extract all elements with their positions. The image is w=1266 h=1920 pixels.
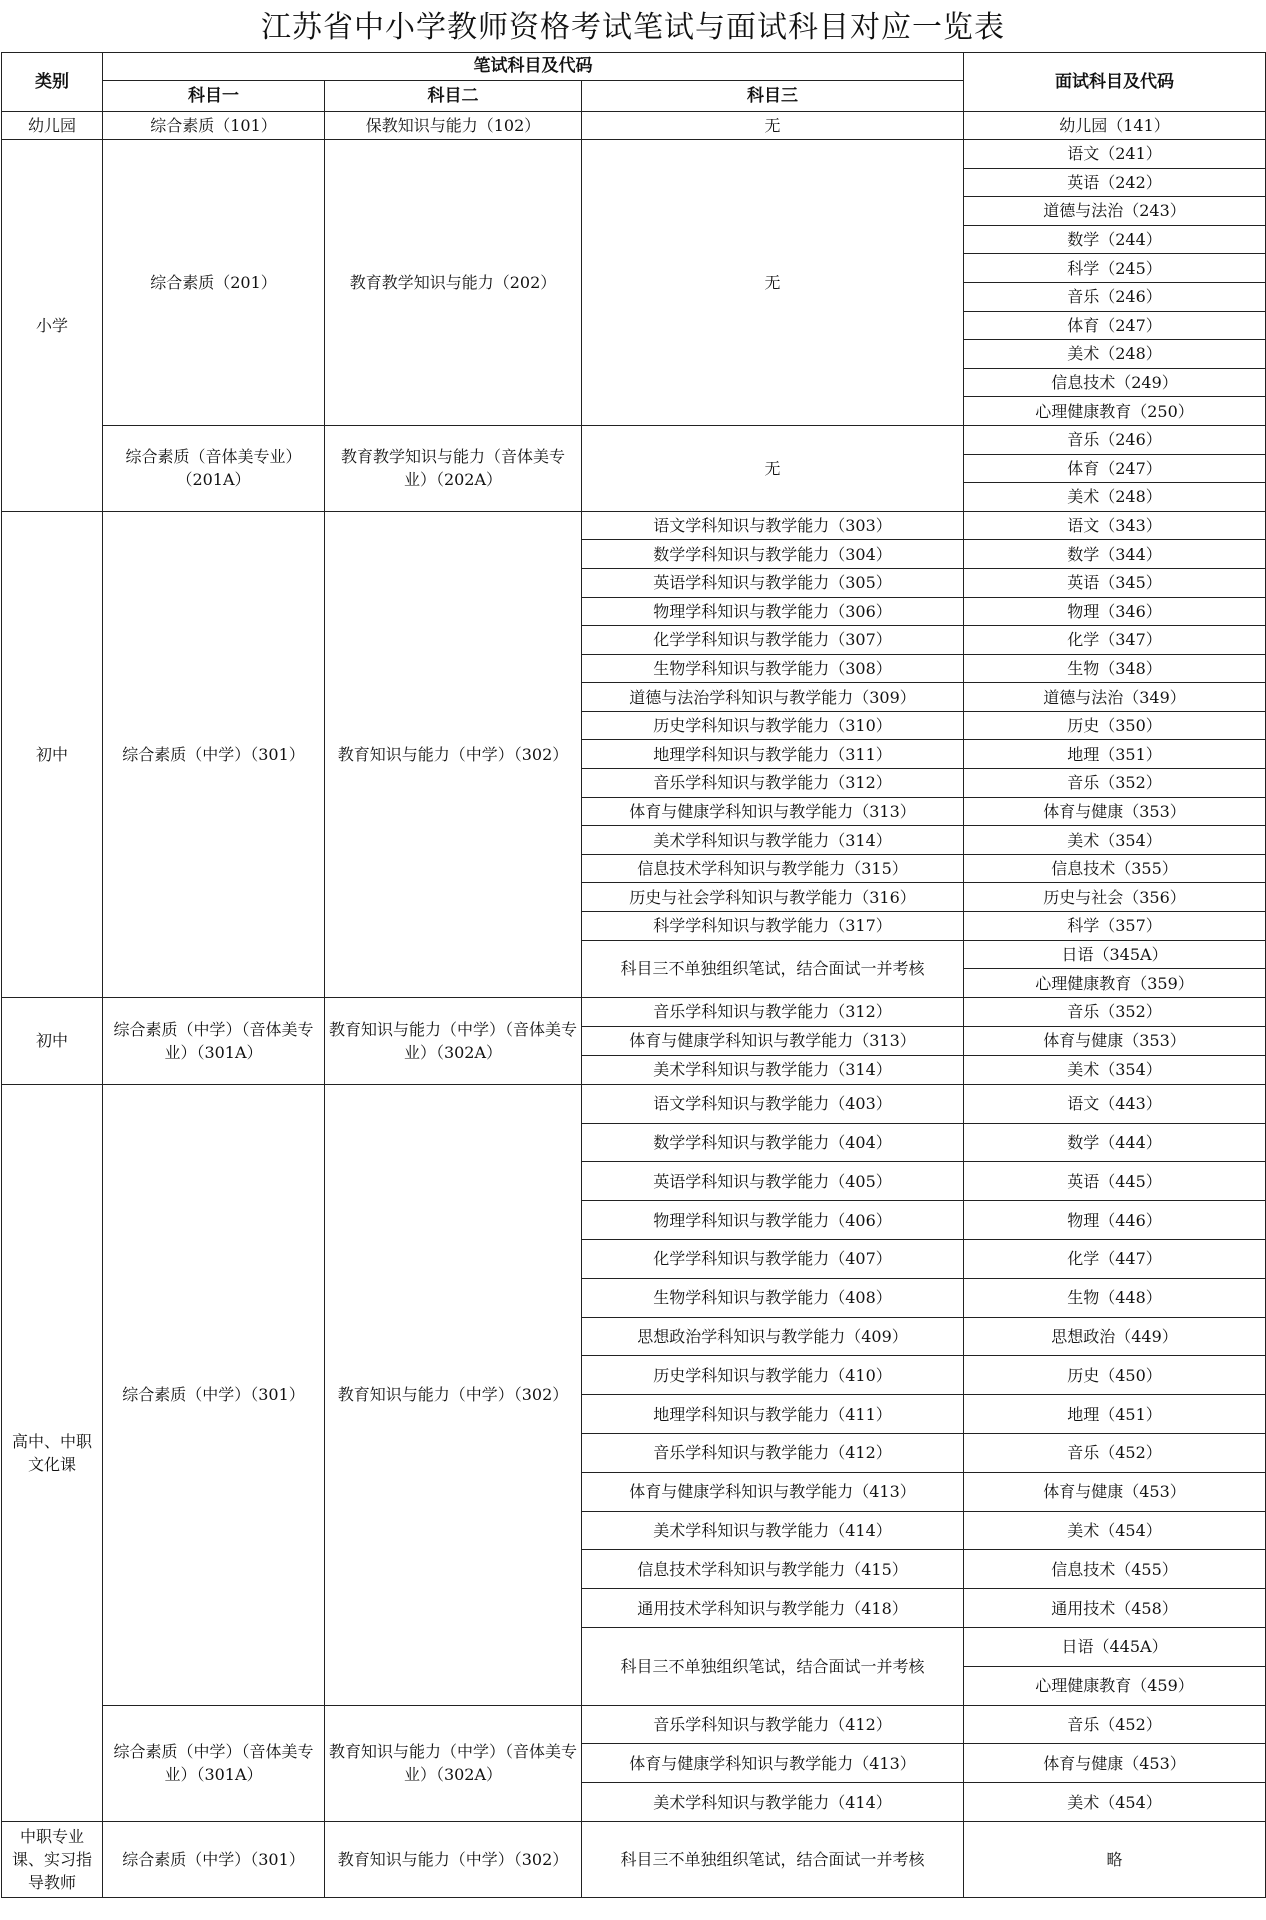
interview-cell: 美术（248） (964, 340, 1266, 369)
subject-3-cell: 体育与健康学科知识与教学能力（313） (582, 1026, 964, 1055)
subject-2-cell: 教育知识与能力（中学）（302） (325, 511, 582, 997)
subject-3-cell: 科目三不单独组织笔试，结合面试一并考核 (582, 1821, 964, 1897)
subject-2-cell: 教育知识与能力（中学）（音体美专业）（302A） (325, 997, 582, 1084)
subject-3-cell: 地理学科知识与教学能力（311） (582, 740, 964, 769)
interview-cell: 心理健康教育（359） (964, 969, 1266, 998)
interview-cell: 日语（345A） (964, 940, 1266, 969)
subject-3-cell: 思想政治学科知识与教学能力（409） (582, 1317, 964, 1356)
subject-3-cell: 历史学科知识与教学能力（310） (582, 711, 964, 740)
category-cell: 幼儿园 (2, 112, 103, 140)
subject-1-cell: 综合素质（音体美专业）（201A） (103, 425, 325, 511)
subject-3-cell: 化学学科知识与教学能力（307） (582, 626, 964, 655)
subject-1-cell: 综合素质（中学）（音体美专业）（301A） (103, 1705, 325, 1821)
subject-3-cell: 信息技术学科知识与教学能力（415） (582, 1550, 964, 1589)
subject-2-cell: 教育知识与能力（中学）（302） (325, 1084, 582, 1705)
subject-1-cell: 综合素质（中学）（音体美专业）（301A） (103, 997, 325, 1084)
header-subject-1: 科目一 (103, 81, 325, 112)
category-cell: 初中 (2, 511, 103, 997)
subject-3-cell: 体育与健康学科知识与教学能力（413） (582, 1744, 964, 1783)
category-cell: 中职专业课、实习指导教师 (2, 1821, 103, 1897)
subject-3-cell: 音乐学科知识与教学能力（312） (582, 997, 964, 1026)
header-subject-3: 科目三 (582, 81, 964, 112)
subject-3-cell: 生物学科知识与教学能力（408） (582, 1278, 964, 1317)
subject-table (1, 52, 1266, 1898)
subject-2-cell: 保教知识与能力（102） (325, 112, 582, 140)
subject-3-cell: 科学学科知识与教学能力（317） (582, 912, 964, 941)
interview-cell: 思想政治（449） (964, 1317, 1266, 1356)
interview-cell: 音乐（452） (964, 1433, 1266, 1472)
interview-cell: 音乐（352） (964, 997, 1266, 1026)
header-interview: 面试科目及代码 (964, 53, 1266, 112)
subject-3-cell: 语文学科知识与教学能力（403） (582, 1084, 964, 1123)
subject-1-cell: 综合素质（201） (103, 140, 325, 426)
subject-3-cell: 语文学科知识与教学能力（303） (582, 511, 964, 540)
interview-cell: 历史（450） (964, 1356, 1266, 1395)
table-body (2, 112, 1266, 1898)
subject-3-cell: 数学学科知识与教学能力（304） (582, 540, 964, 569)
subject-3-cell: 生物学科知识与教学能力（308） (582, 654, 964, 683)
interview-cell: 生物（448） (964, 1278, 1266, 1317)
interview-cell: 美术（454） (964, 1511, 1266, 1550)
subject-2-cell: 教育知识与能力（中学）（302） (325, 1821, 582, 1897)
interview-cell: 语文（343） (964, 511, 1266, 540)
table-header (2, 53, 1266, 112)
subject-2-cell: 教育教学知识与能力（音体美专业）（202A） (325, 425, 582, 511)
header-subject-2: 科目二 (325, 81, 582, 112)
table-row (2, 1084, 1266, 1123)
category-cell: 初中 (2, 997, 103, 1084)
interview-cell: 略 (964, 1821, 1266, 1897)
interview-cell: 数学（444） (964, 1123, 1266, 1162)
interview-cell: 体育（247） (964, 454, 1266, 483)
interview-cell: 美术（354） (964, 1055, 1266, 1084)
subject-1-cell: 综合素质（101） (103, 112, 325, 140)
subject-2-cell: 教育知识与能力（中学）（音体美专业）（302A） (325, 1705, 582, 1821)
table-row (2, 1705, 1266, 1744)
interview-cell: 体育与健康（353） (964, 1026, 1266, 1055)
subject-3-cell: 科目三不单独组织笔试，结合面试一并考核 (582, 940, 964, 997)
subject-3-cell: 无 (582, 140, 964, 426)
subject-3-cell: 科目三不单独组织笔试，结合面试一并考核 (582, 1627, 964, 1705)
subject-3-cell: 体育与健康学科知识与教学能力（313） (582, 797, 964, 826)
interview-cell: 英语（445） (964, 1162, 1266, 1201)
subject-3-cell: 历史学科知识与教学能力（410） (582, 1356, 964, 1395)
interview-cell: 通用技术（458） (964, 1589, 1266, 1628)
interview-cell: 道德与法治（243） (964, 197, 1266, 226)
subject-3-cell: 无 (582, 425, 964, 511)
subject-3-cell: 无 (582, 112, 964, 140)
interview-cell: 化学（347） (964, 626, 1266, 655)
interview-cell: 体育与健康（353） (964, 797, 1266, 826)
interview-cell: 心理健康教育（459） (964, 1666, 1266, 1705)
table-row (2, 1821, 1266, 1897)
subject-1-cell: 综合素质（中学）（301） (103, 1084, 325, 1705)
subject-3-cell: 音乐学科知识与教学能力（412） (582, 1705, 964, 1744)
interview-cell: 信息技术（455） (964, 1550, 1266, 1589)
subject-3-cell: 音乐学科知识与教学能力（412） (582, 1433, 964, 1472)
subject-3-cell: 通用技术学科知识与教学能力（418） (582, 1589, 964, 1628)
table-row (2, 112, 1266, 140)
interview-cell: 物理（346） (964, 597, 1266, 626)
category-cell: 高中、中职文化课 (2, 1084, 103, 1821)
subject-3-cell: 信息技术学科知识与教学能力（315） (582, 854, 964, 883)
subject-3-cell: 化学学科知识与教学能力（407） (582, 1240, 964, 1279)
table-row (2, 425, 1266, 454)
interview-cell: 音乐（246） (964, 282, 1266, 311)
interview-cell: 体育（247） (964, 311, 1266, 340)
interview-cell: 美术（354） (964, 826, 1266, 855)
subject-3-cell: 数学学科知识与教学能力（404） (582, 1123, 964, 1162)
subject-1-cell: 综合素质（中学）（301） (103, 1821, 325, 1897)
interview-cell: 历史（350） (964, 711, 1266, 740)
interview-cell: 历史与社会（356） (964, 883, 1266, 912)
subject-1-cell: 综合素质（中学）（301） (103, 511, 325, 997)
subject-3-cell: 体育与健康学科知识与教学能力（413） (582, 1472, 964, 1511)
subject-3-cell: 历史与社会学科知识与教学能力（316） (582, 883, 964, 912)
subject-3-cell: 美术学科知识与教学能力（314） (582, 1055, 964, 1084)
interview-cell: 数学（244） (964, 225, 1266, 254)
interview-cell: 生物（348） (964, 654, 1266, 683)
header-category: 类别 (2, 53, 103, 112)
subject-3-cell: 物理学科知识与教学能力（406） (582, 1201, 964, 1240)
interview-cell: 音乐（352） (964, 769, 1266, 798)
subject-2-cell: 教育教学知识与能力（202） (325, 140, 582, 426)
interview-cell: 信息技术（355） (964, 854, 1266, 883)
interview-cell: 语文（443） (964, 1084, 1266, 1123)
interview-cell: 美术（454） (964, 1783, 1266, 1822)
page-title: 江苏省中小学教师资格考试笔试与面试科目对应一览表 (261, 10, 1005, 45)
interview-cell: 地理（351） (964, 740, 1266, 769)
interview-cell: 日语（445A） (964, 1627, 1266, 1666)
subject-3-cell: 地理学科知识与教学能力（411） (582, 1395, 964, 1434)
interview-cell: 科学（245） (964, 254, 1266, 283)
subject-3-cell: 美术学科知识与教学能力（414） (582, 1783, 964, 1822)
interview-cell: 音乐（246） (964, 425, 1266, 454)
interview-cell: 语文（241） (964, 140, 1266, 169)
subject-3-cell: 道德与法治学科知识与教学能力（309） (582, 683, 964, 712)
table-row (2, 140, 1266, 169)
interview-cell: 体育与健康（453） (964, 1744, 1266, 1783)
subject-3-cell: 美术学科知识与教学能力（414） (582, 1511, 964, 1550)
subject-3-cell: 物理学科知识与教学能力（306） (582, 597, 964, 626)
subject-3-cell: 英语学科知识与教学能力（405） (582, 1162, 964, 1201)
subject-3-cell: 音乐学科知识与教学能力（312） (582, 769, 964, 798)
interview-cell: 美术（248） (964, 483, 1266, 512)
interview-cell: 科学（357） (964, 912, 1266, 941)
interview-cell: 数学（344） (964, 540, 1266, 569)
interview-cell: 道德与法治（349） (964, 683, 1266, 712)
interview-cell: 幼儿园（141） (964, 112, 1266, 140)
interview-cell: 化学（447） (964, 1240, 1266, 1279)
interview-cell: 物理（446） (964, 1201, 1266, 1240)
interview-cell: 英语（242） (964, 168, 1266, 197)
interview-cell: 音乐（452） (964, 1705, 1266, 1744)
interview-cell: 体育与健康（453） (964, 1472, 1266, 1511)
category-cell: 小学 (2, 140, 103, 512)
interview-cell: 心理健康教育（250） (964, 397, 1266, 426)
subject-3-cell: 英语学科知识与教学能力（305） (582, 568, 964, 597)
subject-3-cell: 美术学科知识与教学能力（314） (582, 826, 964, 855)
table-row (2, 997, 1266, 1026)
interview-cell: 信息技术（249） (964, 368, 1266, 397)
interview-cell: 地理（451） (964, 1395, 1266, 1434)
header-written: 笔试科目及代码 (103, 53, 964, 81)
interview-cell: 英语（345） (964, 568, 1266, 597)
table-row (2, 511, 1266, 540)
